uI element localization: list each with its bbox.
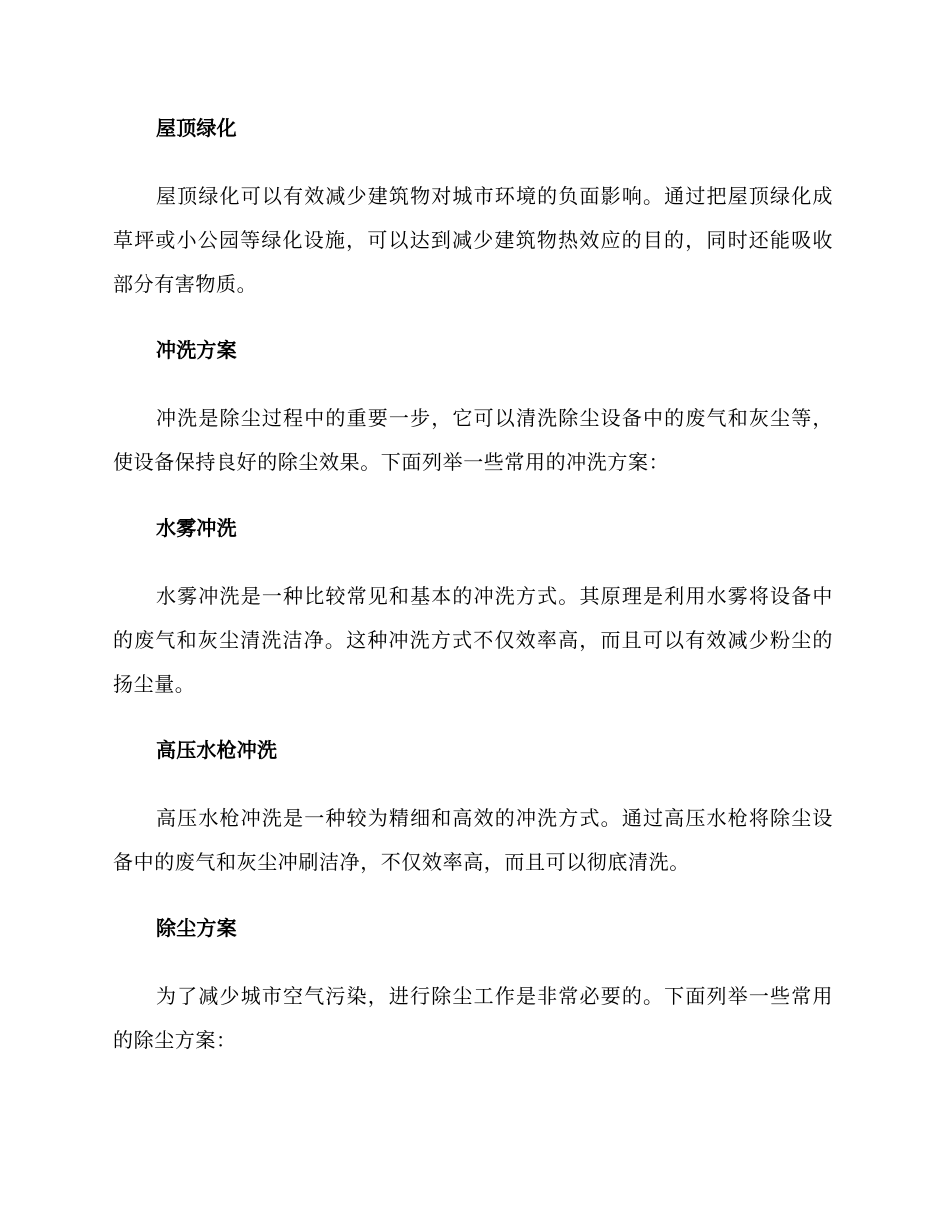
section-dust-removal-plan — [113, 912, 833, 1062]
section-heading: 水雾冲洗 — [156, 516, 237, 540]
document-body — [113, 112, 833, 1062]
section-heading: 屋顶绿化 — [156, 116, 237, 140]
section-paragraph: 冲洗是除尘过程中的重要一步，它可以清洗除尘设备中的废气和灰尘等，使设备保持良好的除尘效果。下面列举一些常用的冲洗方案： — [113, 406, 833, 474]
section-heading: 除尘方案 — [156, 916, 237, 940]
section-paragraph: 水雾冲洗是一种比较常见和基本的冲洗方式。其原理是利用水雾将设备中的废气和灰尘清洗洁净。这种冲洗方式不仅效率高，而且可以有效减少粉尘的扬尘量。 — [113, 584, 833, 696]
section-water-mist-flushing — [113, 512, 833, 706]
section-heading: 冲洗方案 — [156, 338, 237, 362]
section-heading: 高压水枪冲洗 — [156, 738, 278, 762]
section-paragraph: 高压水枪冲洗是一种较为精细和高效的冲洗方式。通过高压水枪将除尘设备中的废气和灰尘冲刷洁净，不仅效率高，而且可以彻底清洗。 — [113, 806, 833, 874]
section-high-pressure-flushing — [113, 734, 833, 884]
section-flushing-plan — [113, 334, 833, 484]
section-paragraph: 屋顶绿化可以有效减少建筑物对城市环境的负面影响。通过把屋顶绿化成草坪或小公园等绿化设施，可以达到减少建筑物热效应的目的，同时还能吸收部分有害物质。 — [113, 184, 833, 296]
section-paragraph: 为了减少城市空气污染，进行除尘工作是非常必要的。下面列举一些常用的除尘方案： — [113, 984, 833, 1052]
section-roof-greening — [113, 112, 833, 306]
